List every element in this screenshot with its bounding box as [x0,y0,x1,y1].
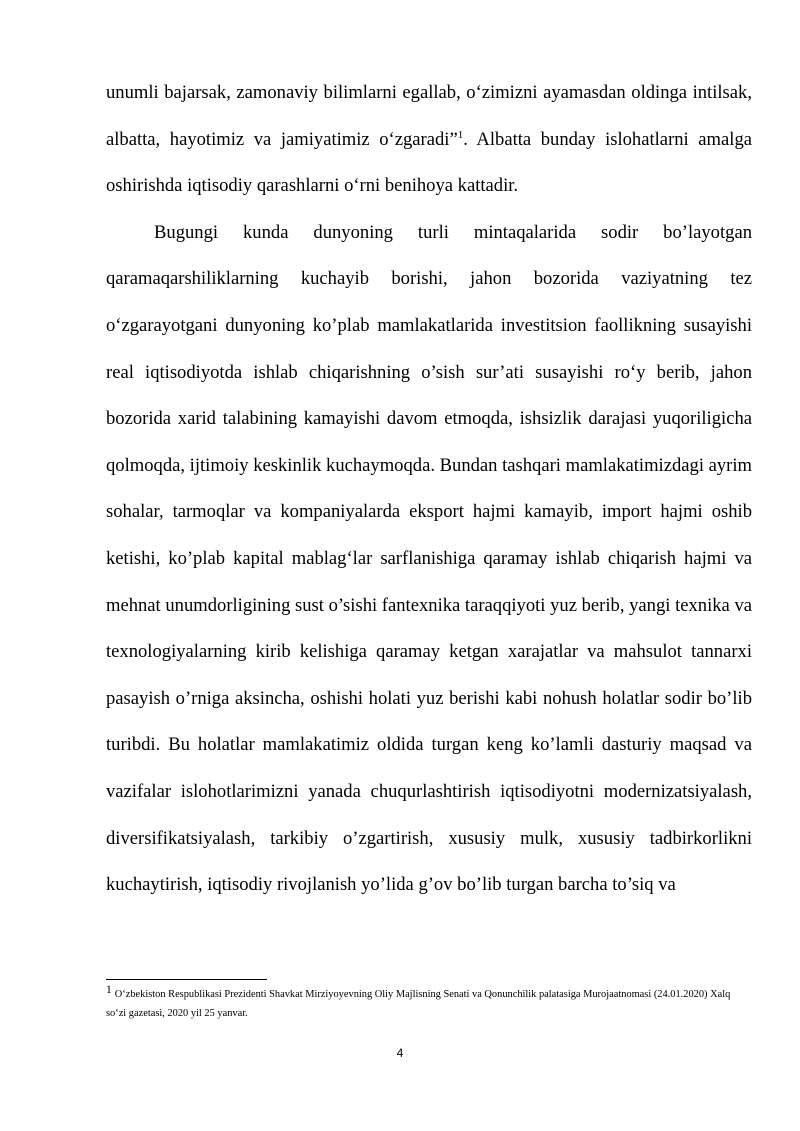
footnote-text: O‘zbekiston Respublikasi Prezidenti Shavkat Mirziyoyevning Oliy Majlisning Senati va Qonunchilik palatasiga Murojaatnomasi (24.01.2020) Xalq so‘zi gazetasi, 2020 yil 25 yanvar. [106,989,731,1019]
body-text [106,70,752,909]
footnote-mark: 1 [106,983,112,996]
page-number: 4 [396,1046,404,1060]
footnote-separator [106,979,267,980]
paragraph-1-text-end: . Albatta bunday islohatlarni amalga oshirishda iqtisodiy qarashlarni o‘rni benihoya kattadir. [106,128,752,197]
footnote-reference[interactable]: 1 [457,128,464,141]
footnote [106,985,752,1023]
paragraph-2: Bugungi kunda dunyoning turli mintaqalarida sodir bo’layotgan qaramaqarshiliklarning kuchayib borishi, jahon bozorida vaziyatning tez o‘zgarayotgani dunyoning ko’plab mamlakatlarida investitsion faollikning susayishi real iqtisodiyotda ishlab chiqarishning o’sish sur’ati susayishi ro‘y berib, jahon bozorida xarid talabining kamayishi davom etmoqda, ishsizlik darajasi yuqoriligicha qolmoqda, ijtimoiy keskinlik kuchaymoqda. Bundan tashqari mamlakatimizdagi ayrim sohalar, tarmoqlar va kompaniyalarda eksport hajmi kamayib, import hajmi oshib ketishi, ko’plab kapital mablag‘lar sarflanishiga qaramay ishlab chiqarish hajmi va mehnat unumdorligining sust o’sishi fantexnika taraqqiyoti yuz berib, yangi texnika va texnologiyalarning kirib kelishiga qaramay ketgan xarajatlar va mahsulot tannarxi pasayish o’rniga aksincha, oshishi holati yuz berishi kabi nohush holatlar sodir bo’lib turibdi. Bu holatlar mamlakatimiz oldida turgan keng ko’lamli dasturiy maqsad va vazifalar islohotlarimizni yanada chuqurlashtirish iqtisodiyotni modernizatsiyalash, diversifikatsiyalash, tarkibiy o’zgartirish, xususiy mulk, xususiy tadbirkorlikni kuchaytirish, iqtisodiy rivojlanish yo’lida g’ov bo’lib turgan barcha to’siq va [106,221,753,896]
paragraph-1 [106,70,752,210]
paragraph-1-text: unumli bajarsak, zamonaviy bilimlarni egallab, o‘zimizni ayamasdan oldinga intilsak, albatta, hayotimiz va jamiyatimiz o‘zgaradi” [106,82,752,150]
